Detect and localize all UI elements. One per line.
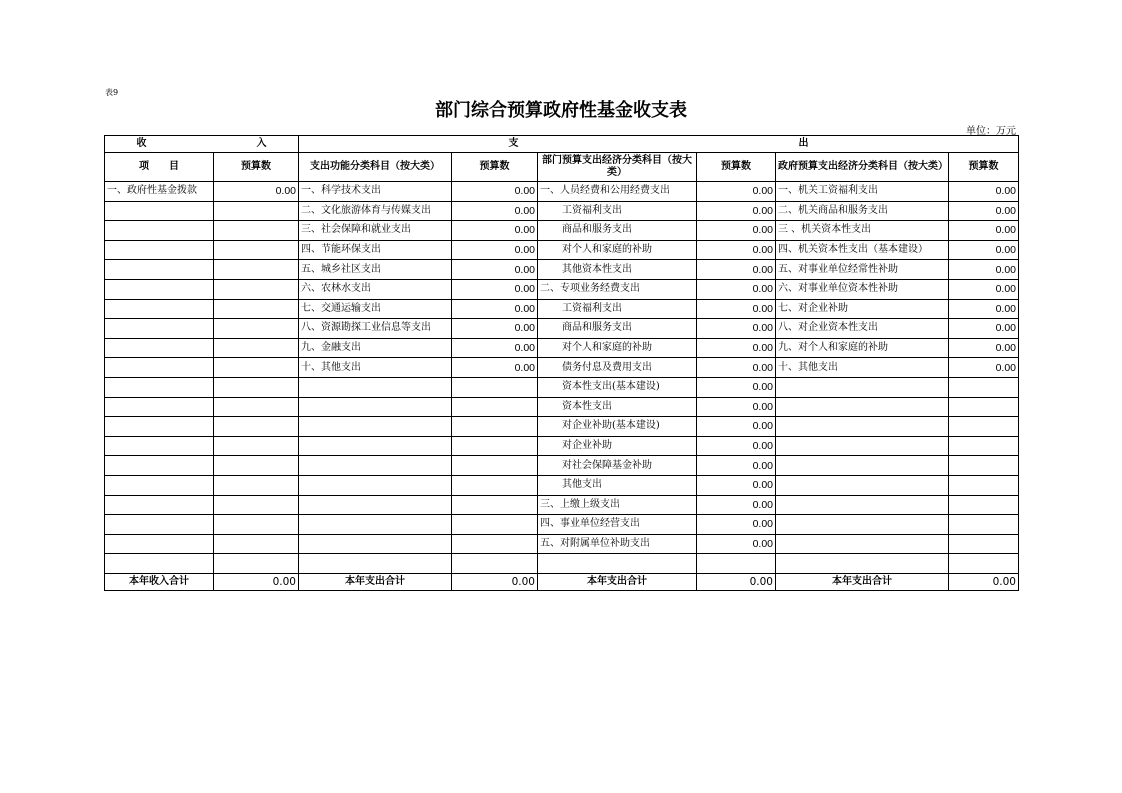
func-item xyxy=(299,515,452,535)
gov-item: 六、对事业单位资本性补助 xyxy=(776,279,949,299)
income-item xyxy=(105,201,214,221)
func-value: 0.00 xyxy=(452,260,538,280)
func-value xyxy=(452,456,538,476)
table-row xyxy=(105,377,1019,397)
gov-value xyxy=(949,397,1019,417)
income-value xyxy=(214,201,299,221)
col-header-budget: 预算数 xyxy=(949,153,1019,182)
income-value xyxy=(214,358,299,378)
dept-value: 0.00 xyxy=(697,397,776,417)
income-item xyxy=(105,260,214,280)
dept-item: 四、事业单位经营支出 xyxy=(538,515,697,535)
income-value xyxy=(214,475,299,495)
totals-row xyxy=(105,573,1019,590)
dept-item: 对社会保障基金补助 xyxy=(538,456,697,476)
gov-value xyxy=(949,456,1019,476)
func-item: 二、文化旅游体育与传媒支出 xyxy=(299,201,452,221)
dept-value: 0.00 xyxy=(697,201,776,221)
dept-item: 对企业补助(基本建设) xyxy=(538,417,697,437)
dept-item: 对企业补助 xyxy=(538,436,697,456)
gov-item: 一、机关工资福利支出 xyxy=(776,182,949,202)
func-item xyxy=(299,397,452,417)
gov-value: 0.00 xyxy=(949,358,1019,378)
gov-item: 二、机关商品和服务支出 xyxy=(776,201,949,221)
dept-item xyxy=(538,554,697,574)
table-row xyxy=(105,201,1019,221)
func-value xyxy=(452,495,538,515)
gov-item: 七、对企业补助 xyxy=(776,299,949,319)
dept-item: 工资福利支出 xyxy=(538,299,697,319)
dept-item: 商品和服务支出 xyxy=(538,221,697,241)
func-value xyxy=(452,534,538,554)
gov-value: 0.00 xyxy=(949,319,1019,339)
income-item xyxy=(105,358,214,378)
func-item: 十、其他支出 xyxy=(299,358,452,378)
gov-value: 0.00 xyxy=(949,260,1019,280)
func-item xyxy=(299,554,452,574)
income-item xyxy=(105,377,214,397)
func-value: 0.00 xyxy=(452,221,538,241)
income-value xyxy=(214,299,299,319)
header-column-row xyxy=(105,153,1019,182)
income-item xyxy=(105,397,214,417)
table-row xyxy=(105,554,1019,574)
dept-value: 0.00 xyxy=(697,221,776,241)
gov-value: 0.00 xyxy=(949,182,1019,202)
gov-item: 十、其他支出 xyxy=(776,358,949,378)
budget-table xyxy=(104,135,1019,591)
func-item: 四、节能环保支出 xyxy=(299,240,452,260)
income-value xyxy=(214,456,299,476)
table-row xyxy=(105,240,1019,260)
gov-value xyxy=(949,495,1019,515)
table-row xyxy=(105,338,1019,358)
table-row xyxy=(105,260,1019,280)
gov-value xyxy=(949,515,1019,535)
income-value xyxy=(214,417,299,437)
dept-item: 资本性支出(基本建设) xyxy=(538,377,697,397)
gov-value xyxy=(949,534,1019,554)
func-item xyxy=(299,475,452,495)
income-item xyxy=(105,456,214,476)
dept-item: 工资福利支出 xyxy=(538,201,697,221)
dept-value: 0.00 xyxy=(697,240,776,260)
dept-value: 0.00 xyxy=(697,319,776,339)
dept-item: 商品和服务支出 xyxy=(538,319,697,339)
income-item xyxy=(105,436,214,456)
func-item xyxy=(299,417,452,437)
func-value: 0.00 xyxy=(452,299,538,319)
func-value xyxy=(452,554,538,574)
gov-value xyxy=(949,377,1019,397)
gov-total-value: 0.00 xyxy=(949,573,1019,590)
income-item xyxy=(105,240,214,260)
gov-value xyxy=(949,554,1019,574)
gov-value: 0.00 xyxy=(949,299,1019,319)
table-number: 表9 xyxy=(105,88,119,97)
gov-value xyxy=(949,475,1019,495)
income-item xyxy=(105,299,214,319)
income-item xyxy=(105,221,214,241)
table-row xyxy=(105,515,1019,535)
header-group-row xyxy=(105,136,1019,153)
gov-value: 0.00 xyxy=(949,221,1019,241)
table-row xyxy=(105,456,1019,476)
func-item: 一、科学技术支出 xyxy=(299,182,452,202)
dept-item: 债务付息及费用支出 xyxy=(538,358,697,378)
gov-item: 八、对企业资本性支出 xyxy=(776,319,949,339)
func-total-label: 本年支出合计 xyxy=(299,573,452,590)
func-value: 0.00 xyxy=(452,201,538,221)
gov-item xyxy=(776,397,949,417)
table-row xyxy=(105,221,1019,241)
func-value: 0.00 xyxy=(452,358,538,378)
func-value: 0.00 xyxy=(452,338,538,358)
func-value: 0.00 xyxy=(452,240,538,260)
dept-item: 一、人员经费和公用经费支出 xyxy=(538,182,697,202)
func-item xyxy=(299,377,452,397)
table-row xyxy=(105,319,1019,339)
income-item xyxy=(105,338,214,358)
dept-value: 0.00 xyxy=(697,417,776,437)
dept-value: 0.00 xyxy=(697,436,776,456)
gov-item xyxy=(776,534,949,554)
gov-value: 0.00 xyxy=(949,201,1019,221)
income-value xyxy=(214,260,299,280)
gov-item: 五、对事业单位经常性补助 xyxy=(776,260,949,280)
dept-value: 0.00 xyxy=(697,377,776,397)
table-row xyxy=(105,417,1019,437)
col-header-item: 项 目 xyxy=(105,153,214,182)
func-item: 九、金融支出 xyxy=(299,338,452,358)
gov-item xyxy=(776,417,949,437)
col-header-budget: 预算数 xyxy=(452,153,538,182)
gov-value: 0.00 xyxy=(949,279,1019,299)
gov-total-label: 本年支出合计 xyxy=(776,573,949,590)
table-row xyxy=(105,358,1019,378)
gov-item: 三 、机关资本性支出 xyxy=(776,221,949,241)
income-item xyxy=(105,319,214,339)
gov-value: 0.00 xyxy=(949,240,1019,260)
dept-value: 0.00 xyxy=(697,338,776,358)
func-item xyxy=(299,436,452,456)
income-item xyxy=(105,495,214,515)
dept-value: 0.00 xyxy=(697,475,776,495)
col-header-budget: 预算数 xyxy=(697,153,776,182)
col-header-gov-econ: 政府预算支出经济分类科目（按大类） xyxy=(776,153,949,182)
income-item xyxy=(105,554,214,574)
income-value xyxy=(214,279,299,299)
dept-value: 0.00 xyxy=(697,279,776,299)
table-row xyxy=(105,475,1019,495)
income-value xyxy=(214,534,299,554)
gov-value: 0.00 xyxy=(949,338,1019,358)
dept-value: 0.00 xyxy=(697,358,776,378)
income-item: 一、政府性基金拨款 xyxy=(105,182,214,202)
dept-item: 资本性支出 xyxy=(538,397,697,417)
page-title: 部门综合预算政府性基金收支表 xyxy=(435,100,687,121)
table-row xyxy=(105,436,1019,456)
dept-value: 0.00 xyxy=(697,495,776,515)
gov-item xyxy=(776,436,949,456)
col-header-dept-econ: 部门预算支出经济分类科目（按大类） xyxy=(538,153,697,182)
dept-item: 五、对附属单位补助支出 xyxy=(538,534,697,554)
dept-value: 0.00 xyxy=(697,182,776,202)
income-item xyxy=(105,515,214,535)
func-value: 0.00 xyxy=(452,182,538,202)
func-value xyxy=(452,436,538,456)
dept-item: 对个人和家庭的补助 xyxy=(538,240,697,260)
income-value xyxy=(214,377,299,397)
expense-group-header: 支 出 xyxy=(299,136,1019,153)
dept-value: 0.00 xyxy=(697,260,776,280)
income-value xyxy=(214,221,299,241)
income-item xyxy=(105,534,214,554)
income-value xyxy=(214,319,299,339)
income-group-header: 收 入 xyxy=(105,136,299,153)
func-value xyxy=(452,515,538,535)
func-value: 0.00 xyxy=(452,279,538,299)
table-row xyxy=(105,534,1019,554)
func-item xyxy=(299,456,452,476)
func-value xyxy=(452,475,538,495)
gov-item xyxy=(776,515,949,535)
func-value xyxy=(452,397,538,417)
func-item xyxy=(299,534,452,554)
dept-item: 对个人和家庭的补助 xyxy=(538,338,697,358)
func-item: 六、农林水支出 xyxy=(299,279,452,299)
dept-item: 二、专项业务经费支出 xyxy=(538,279,697,299)
dept-item: 三、上缴上级支出 xyxy=(538,495,697,515)
dept-value xyxy=(697,554,776,574)
income-value xyxy=(214,338,299,358)
income-item xyxy=(105,417,214,437)
income-value xyxy=(214,436,299,456)
income-value xyxy=(214,495,299,515)
dept-item: 其他资本性支出 xyxy=(538,260,697,280)
gov-value xyxy=(949,417,1019,437)
func-item: 七、交通运输支出 xyxy=(299,299,452,319)
dept-value: 0.00 xyxy=(697,534,776,554)
gov-value xyxy=(949,436,1019,456)
gov-item: 九、对个人和家庭的补助 xyxy=(776,338,949,358)
income-value: 0.00 xyxy=(214,182,299,202)
income-value xyxy=(214,240,299,260)
func-value: 0.00 xyxy=(452,319,538,339)
gov-item xyxy=(776,475,949,495)
dept-value: 0.00 xyxy=(697,515,776,535)
gov-item xyxy=(776,554,949,574)
table-row xyxy=(105,495,1019,515)
income-value xyxy=(214,554,299,574)
gov-item xyxy=(776,495,949,515)
func-value xyxy=(452,417,538,437)
func-total-value: 0.00 xyxy=(452,573,538,590)
gov-item xyxy=(776,377,949,397)
col-header-budget: 预算数 xyxy=(214,153,299,182)
table-row xyxy=(105,279,1019,299)
func-item: 三、社会保障和就业支出 xyxy=(299,221,452,241)
func-value xyxy=(452,377,538,397)
dept-value: 0.00 xyxy=(697,456,776,476)
income-total-value: 0.00 xyxy=(214,573,299,590)
col-header-func: 支出功能分类科目（按大类） xyxy=(299,153,452,182)
income-value xyxy=(214,515,299,535)
unit-label: 单位：万元 xyxy=(966,126,1016,137)
income-item xyxy=(105,475,214,495)
income-item xyxy=(105,279,214,299)
dept-value: 0.00 xyxy=(697,299,776,319)
func-item xyxy=(299,495,452,515)
dept-total-value: 0.00 xyxy=(697,573,776,590)
func-item: 五、城乡社区支出 xyxy=(299,260,452,280)
gov-item: 四、机关资本性支出（基本建设） xyxy=(776,240,949,260)
income-value xyxy=(214,397,299,417)
income-total-label: 本年收入合计 xyxy=(105,573,214,590)
dept-item: 其他支出 xyxy=(538,475,697,495)
table-row xyxy=(105,182,1019,202)
table-row xyxy=(105,397,1019,417)
func-item: 八、资源勘探工业信息等支出 xyxy=(299,319,452,339)
gov-item xyxy=(776,456,949,476)
table-row xyxy=(105,299,1019,319)
dept-total-label: 本年支出合计 xyxy=(538,573,697,590)
